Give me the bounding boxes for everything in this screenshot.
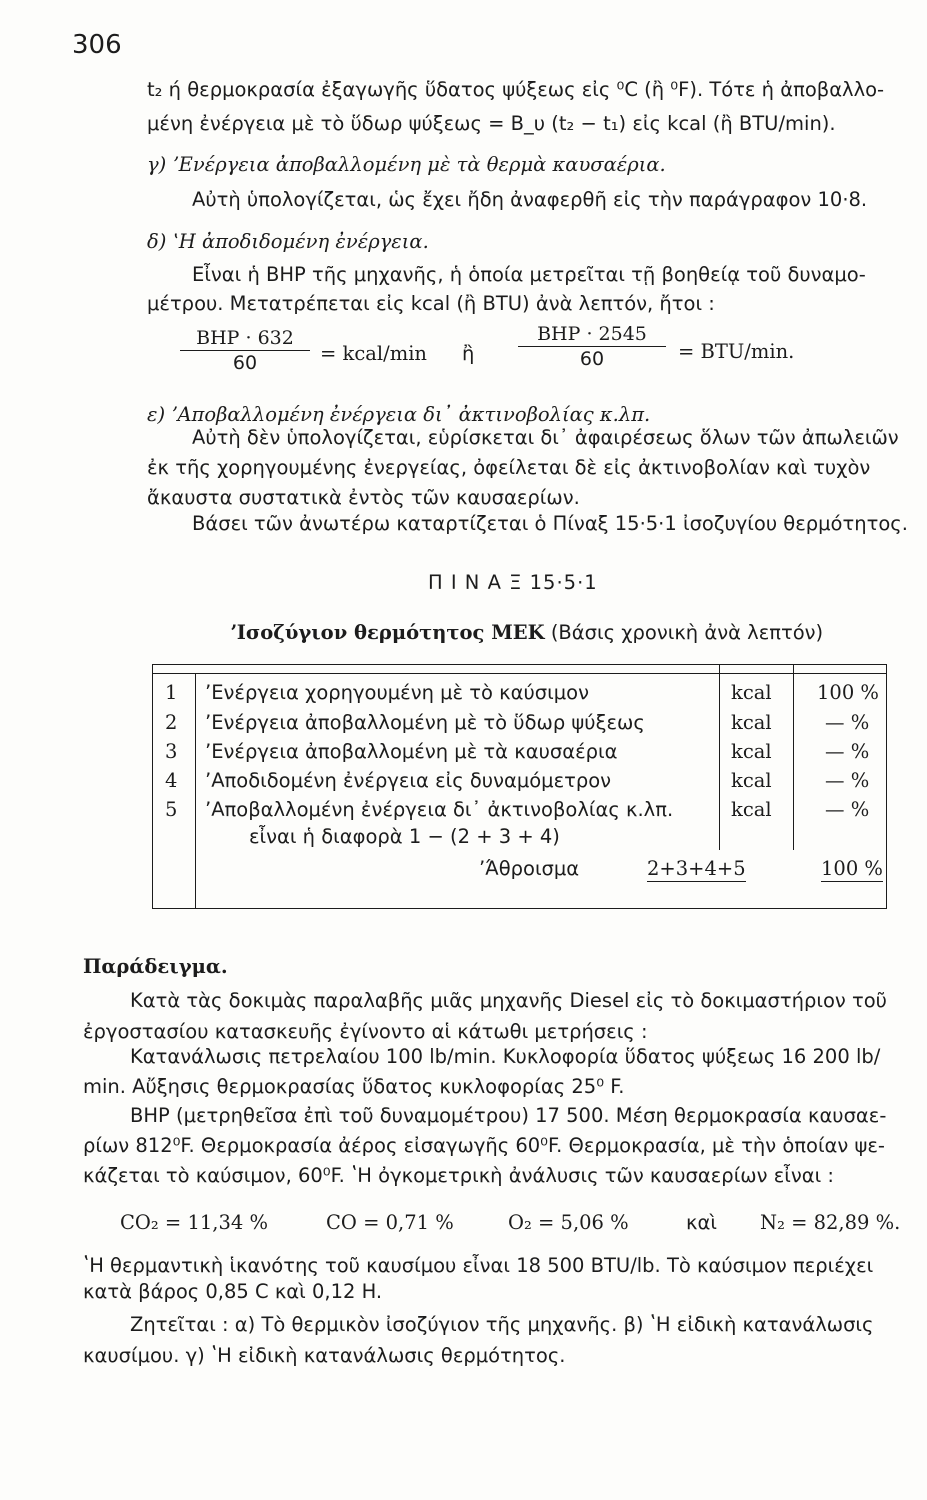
sum-expression: 2+3+4+5 <box>647 857 746 880</box>
row-5-number: 5 <box>165 798 178 821</box>
fraction-kcal <box>180 326 310 375</box>
gas-co2: CO₂ = 11,34 % <box>120 1211 269 1234</box>
row-3-value: — % <box>825 740 870 763</box>
example-line-7: κάζεται τὸ καύσιμον, 60⁰F. ʽΗ ὀγκομετρικὴ ἀνάλυσις τῶν καυσαερίων εἶναι : <box>83 1164 834 1187</box>
table-title <box>230 621 823 645</box>
table-divider-3 <box>793 665 794 850</box>
example-line-11: καυσίμου. γ) ʽΗ εἰδικὴ κατανάλωσις θερμότητος. <box>83 1344 566 1367</box>
section-epsilon-text-3: ἄκαυστα συστατικὰ ἐντὸς τῶν καυσαερίων. <box>147 486 580 509</box>
fraction-kcal-denominator: 60 <box>232 352 258 374</box>
sum-value: 100 % <box>821 857 883 880</box>
row-1-number: 1 <box>165 681 178 704</box>
table-title-rest: (Βάσις χρονικὴ ἀνὰ λεπτόν) <box>550 621 824 644</box>
row-1-description: ʼΕνέργεια χορηγουμένη μὲ τὸ καύσιμον <box>205 681 589 704</box>
row-5-note: εἶναι ἡ διαφορὰ 1 − (2 + 3 + 4) <box>249 825 560 848</box>
table-divider-1 <box>195 673 196 908</box>
example-line-5: BHP (μετρηθεῖσα ἐπὶ τοῦ δυναμομέτρου) 17 500. Μέση θερμοκρασία καυσαε- <box>130 1104 887 1127</box>
section-delta-text-1: Εἶναι ἡ BHP τῆς μηχανῆς, ἡ ὁποία μετρεῖται τῇ βοηθείᾳ τοῦ δυναμο- <box>192 263 866 286</box>
intro-line-1: t₂ ή θερμοκρασία ἐξαγωγῆς ὕδατος ψύξεως εἰς ⁰C (ἢ ⁰F). Τότε ἡ ἀποβαλλο- <box>147 78 885 101</box>
section-gamma-title: γ) ʼΕνέργεια ἀποβαλλομένη μὲ τὰ θερμὰ καυσαέρια. <box>147 153 666 176</box>
heat-balance-table <box>152 664 887 909</box>
row-2-unit: kcal <box>731 711 772 734</box>
formula-or: ἢ <box>462 342 475 365</box>
table-heading: Π Ι Ν Α Ξ 15·5·1 <box>428 571 598 594</box>
example-line-8: ʽΗ θερμαντικὴ ἱκανότης τοῦ καυσίμου εἶναι 18 500 BTU/lb. Τὸ καύσιμον περιέχει <box>83 1254 874 1277</box>
gas-and: καὶ <box>686 1211 717 1234</box>
fraction-btu <box>518 322 666 371</box>
example-line-9: κατὰ βάρος 0,85 C καὶ 0,12 H. <box>83 1280 383 1303</box>
section-delta-text-2: μέτρου. Μετατρέπεται εἰς kcal (ἢ BTU) ἀνὰ λεπτόν, ἤτοι : <box>147 292 715 315</box>
section-epsilon-text-2: ἐκ τῆς χορηγουμένης ἐνεργείας, ὀφείλεται δὲ εἰς ἀκτινοβολίαν καὶ τυχὸν <box>147 456 871 479</box>
row-3-description: ʼΕνέργεια ἀποβαλλομένη μὲ τὰ καυσαέρια <box>205 740 618 763</box>
section-gamma-text: Αὐτὴ ὑπολογίζεται, ὡς ἔχει ἤδη ἀναφερθῆ εἰς τὴν παράγραφον 10·8. <box>192 188 868 211</box>
section-epsilon-text-1: Αὐτὴ δὲν ὑπολογίζεται, εὑρίσκεται δι᾿ ἀφαιρέσεως ὅλων τῶν ἀπωλειῶν <box>192 426 899 449</box>
fraction-btu-numerator: BHP · 2545 <box>518 322 666 347</box>
row-1-unit: kcal <box>731 681 772 704</box>
row-4-number: 4 <box>165 769 178 792</box>
example-line-2: ἐργοστασίου κατασκευῆς ἐγίνοντο αἱ κάτωθι μετρήσεις : <box>83 1020 648 1043</box>
row-3-unit: kcal <box>731 740 772 763</box>
intro-line-2: μένη ἐνέργεια μὲ τὸ ὕδωρ ψύξεως = B_υ (t₂ − t₁) εἰς kcal (ἢ BTU/min). <box>147 112 836 135</box>
row-1-value: 100 % <box>817 681 879 704</box>
fraction-btu-denominator: 60 <box>579 348 605 370</box>
row-4-description: ʼΑποδιδομένη ἐνέργεια εἰς δυναμόμετρον <box>205 769 612 792</box>
example-title: Παράδειγμα. <box>83 955 228 978</box>
example-line-3: Κατανάλωσις πετρελαίου 100 lb/min. Κυκλοφορία ὕδατος ψύξεως 16 200 lb/ <box>130 1045 881 1068</box>
page-number: 306 <box>72 30 122 60</box>
row-2-number: 2 <box>165 711 178 734</box>
formula-result-kcal: = kcal/min <box>320 342 427 365</box>
example-line-10: Ζητεῖται : α) Τὸ θερμικὸν ἰσοζύγιον τῆς μηχανῆς. β) ʽΗ εἰδικὴ κατανάλωσις <box>130 1313 874 1336</box>
sum-label: ʼΆθροισμα <box>479 857 580 880</box>
formula-result-btu: = BTU/min. <box>678 340 795 363</box>
example-line-1: Κατὰ τὰς δοκιμὰς παραλαβῆς μιᾶς μηχανῆς Diesel εἰς τὸ δοκιμαστήριον τοῦ <box>130 989 887 1012</box>
gas-o2: O₂ = 5,06 % <box>508 1211 629 1234</box>
section-delta-title: δ) ʽΗ ἀποδιδομένη ἐνέργεια. <box>147 230 429 253</box>
gas-n2: N₂ = 82,89 %. <box>760 1211 901 1234</box>
row-4-unit: kcal <box>731 769 772 792</box>
row-5-description: ʼΑποβαλλομένη ἐνέργεια δι᾿ ἀκτινοβολίας κ.λπ. <box>205 798 674 821</box>
row-5-value: — % <box>825 798 870 821</box>
example-line-4: min. Αὔξησις θερμοκρασίας ὕδατος κυκλοφορίας 25⁰ F. <box>83 1075 625 1098</box>
example-line-6: ρίων 812⁰F. Θερμοκρασία ἀέρος εἰσαγωγῆς 60⁰F. Θερμοκρασία, μὲ τὴν ὁποίαν ψε- <box>83 1134 885 1157</box>
row-3-number: 3 <box>165 740 178 763</box>
row-4-value: — % <box>825 769 870 792</box>
table-divider-2 <box>719 665 720 850</box>
section-epsilon-text-4: Βάσει τῶν ἀνωτέρω καταρτίζεται ὁ Πίναξ 15·5·1 ἰσοζυγίου θερμότητος. <box>192 512 908 535</box>
row-2-description: ʼΕνέργεια ἀποβαλλομένη μὲ τὸ ὕδωρ ψύξεως <box>205 711 645 734</box>
fraction-kcal-numerator: BHP · 632 <box>180 326 310 351</box>
section-epsilon-title: ε) ʼΑποβαλλομένη ἐνέργεια δι᾿ ἀκτινοβολίας κ.λπ. <box>147 403 651 426</box>
gas-co: CO = 0,71 % <box>326 1211 454 1234</box>
table-inner-topline <box>153 673 886 674</box>
row-2-value: — % <box>825 711 870 734</box>
table-title-bold: ʼΙσοζύγιον θερμότητος ΜΕΚ <box>230 621 545 644</box>
row-5-unit: kcal <box>731 798 772 821</box>
